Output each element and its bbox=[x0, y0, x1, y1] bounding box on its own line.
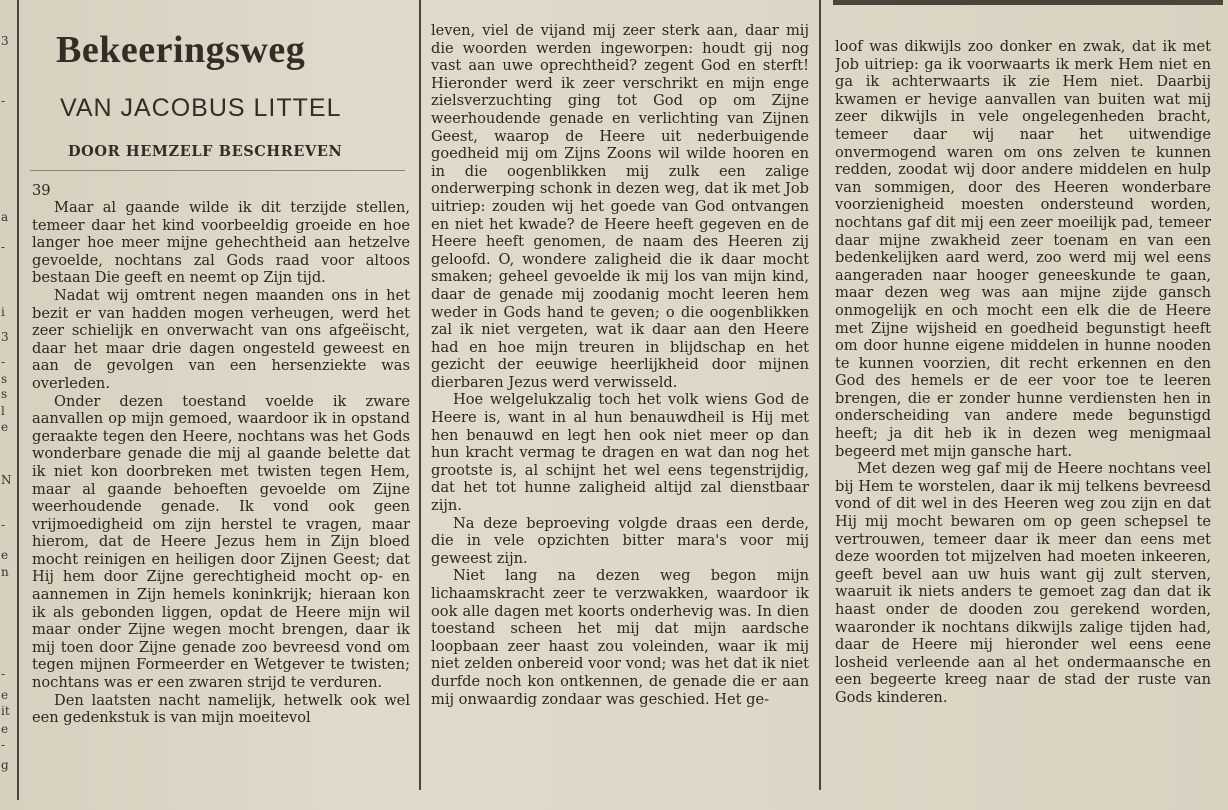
margin-scrap: l bbox=[1, 404, 5, 418]
margin-scrap: e bbox=[1, 688, 9, 702]
text-column-2 bbox=[431, 22, 809, 788]
margin-scrap: N bbox=[1, 473, 12, 487]
margin-scrap: - bbox=[1, 94, 6, 108]
paragraph: Hoe welgelukzalig toch het volk wiens God de Heere is, want in al hun benauwdheil is Hij met hen benauwd en legt hen ook niet meer op dan hun kracht vermag te dragen en wat dan nog het grootste is, al schijnt het wel eens tegenstrijdig, dat het tot hunne zaligheid altijd zal dienstbaar zijn. bbox=[431, 391, 809, 515]
margin-scrap: 3 bbox=[1, 34, 9, 48]
paragraph: Maar al gaande wilde ik dit terzijde stellen, temeer daar het kind voorbeeldig groeide en hoe langer hoe meer mijne gehechtheid aan hetzelve gevoelde, nochtans zal Gods raad voor altoos bestaan Die geeft en neemt op Zijn tijd. bbox=[32, 199, 410, 287]
article-subtitle: VAN JACOBUS LITTEL bbox=[60, 94, 342, 122]
margin-scrap: e bbox=[1, 420, 9, 434]
margin-scrap: - bbox=[1, 738, 6, 752]
column-rule-2 bbox=[819, 0, 821, 790]
header-rule bbox=[30, 170, 405, 171]
article-title: Bekeeringsweg bbox=[56, 29, 306, 71]
paragraph: Na deze beproeving volgde draas een derde, die in vele opzichten bitter mara's voor mij geweest zijn. bbox=[431, 514, 809, 567]
margin-scrap: it bbox=[1, 704, 10, 718]
column-rule-1 bbox=[419, 0, 421, 790]
margin-scrap: - bbox=[1, 518, 6, 532]
margin-scrap: - bbox=[1, 355, 6, 369]
paragraph: Niet lang na dezen weg begon mijn lichaamskracht zeer te verzwakken, waardoor ik ook alle dagen met koorts onderhevig was. In dien toestand scheen het mij dat mijn aardsche loopbaan zeer haast zou voleinden, waar ik mij niet zelden onbereid voor vond; was het dat ik niet durfde noch kon ontkennen, de genade die er aan mij onwaardig zondaar was geschied. Het ge- bbox=[431, 567, 809, 708]
paragraph: Met dezen weg gaf mij de Heere nochtans veel bij Hem te worstelen, daar ik mij telkens bevreesd vond of dit wel in des Heeren weg zou zijn en dat Hij mij mocht bewaren om op geen schepsel te vertrouwen, temeer daar ik meer dan eens met deze woorden tot mijzelven had moeten inkeeren, geeft bevel aan uw huis want gij zult sterven, waaruit ik niets anders te gemoet zag dan dat ik haast onder de dooden zou gerekend worden, waaronder ik nochtans dikwijls zalige tijden had, daar de Heere mij hieronder wel eens eene losheid verleende aan al het ondermaansche en een begeerte kreeg naar de stad der ruste van Gods kinderen. bbox=[835, 460, 1211, 706]
paragraph: Den laatsten nacht namelijk, hetwelk ook wel een gedenkstuk is van mijn moeitevol bbox=[32, 691, 410, 727]
margin-scrap: e bbox=[1, 548, 9, 562]
margin-scrap: s bbox=[1, 372, 8, 386]
article-byline: DOOR HEMZELF BESCHREVEN bbox=[68, 143, 343, 160]
margin-scrap: n bbox=[1, 565, 9, 579]
margin-scrap: a bbox=[1, 210, 9, 224]
text-column-1 bbox=[32, 199, 410, 789]
text-column-3 bbox=[835, 38, 1211, 788]
margin-scrap: g bbox=[1, 758, 9, 772]
page-number: 39 bbox=[32, 182, 51, 199]
column-rule-left bbox=[17, 0, 19, 800]
left-margin-scraps bbox=[0, 0, 18, 810]
paragraph: loof was dikwijls zoo donker en zwak, dat ik met Job uitriep: ga ik voorwaarts ik merk Hem niet en ga ik achterwaarts ik zie Hem niet. Daarbij kwamen er hevige aanvallen van buiten wat mij zeer dikwijls in vele ongelegenheden bracht, temeer daar wij naar het uitwendige onvermogend waren om ons zelven te kunnen redden, zoodat wij door andere middelen en hulp van sommigen, door des Heeren wonderbare voorzienigheid moesten ondersteund worden, nochtans gaf dit mij een zeer moeilijk pad, temeer daar mijne zwakheid zeer toenam en van een bedenkelijken aard werd, zoo werd mij wel eens aangeraden naar hooger geneeskunde te gaan, maar dezen weg was aan mijne zijde gansch onmogelijk en och mocht een elk die de Heere met Zijne wijsheid en goedheid begunstigt heeft om door hunne eigene middelen in hunne nooden te kunnen voorzien, dit recht erkennen en den God des hemels er de eer voor toe te leeren brengen, die er zonder hunne verdiensten hen in onderscheiding van andere mede begunstigd heeft; ja dit heb ik in dezen weg menigmaal begeerd met mijn gansche hart. bbox=[835, 38, 1211, 460]
column-top-rule bbox=[833, 0, 1223, 5]
paragraph: Nadat wij omtrent negen maanden ons in het bezit er van hadden mogen verheugen, werd het zeer schielijk en onverwacht van ons afgeëischt, daar het maar drie dagen ongesteld geweest en aan de gevolgen van een hersenziekte was overleden. bbox=[32, 286, 410, 392]
margin-scrap: e bbox=[1, 722, 9, 736]
margin-scrap: s bbox=[1, 387, 8, 401]
margin-scrap: - bbox=[1, 240, 6, 254]
margin-scrap: - bbox=[1, 667, 6, 681]
margin-scrap: i bbox=[1, 305, 5, 319]
paragraph: Onder dezen toestand voelde ik zware aanvallen op mijn gemoed, waardoor ik in opstand geraakte tegen den Heere, nochtans was het Gods wonderbare genade die mij al gaande belette dat ik niet kon doorbreken met twisten tegen Hem, maar al gaande behoeften gevoelde om Zijne weerhoudende genade. Ik vond ook geen vrijmoedigheid om zijn herstel te vragen, maar hierom, dat de Heere Jezus hem in Zijn bloed mocht reinigen en heiligen door Zijnen Geest; dat Hij hem door Zijne gerechtigheid mocht op- en aannemen in Zijn hemels koninkrijk; hieraan kon ik als gebonden liggen, opdat de Heere mijn wil maar onder Zijne wegen mocht brengen, daar ik mij toen door Zijne genade zoo bevreesd vond om tegen mijnen Formeerder en Wetgever te twisten; nochtans was er een zwaren strijd te verduren. bbox=[32, 392, 410, 692]
margin-scrap: 3 bbox=[1, 330, 9, 344]
paragraph: leven, viel de vijand mij zeer sterk aan, daar mij die woorden werden ingeworpen: houdt gij nog vast aan uwe oprechtheid? zegent God en sterft! Hieronder werd ik zeer verschrikt en mijn enge zielsverzuchting ging tot God op om Zijne weerhoudende genade en verlichting van Zijnen Geest, waarop de Heere uit nederbuigende goedheid mij om Zijns Zoons wil wilde hooren en in die oogenblikken mij zulk een zalige onderwerping schonk in dezen weg, dat ik met Job uitriep: zouden wij het goede van God ontvangen en niet het kwade? de Heere heeft gegeven en de Heere heeft genomen, de naam des Heeren zij geloofd. O, wondere zaligheid die ik daar mocht smaken; geheel gevoelde ik mij los van mijn kind, daar de genade mij zoodanig mocht leeren hem weder in Gods hand te geven; o die oogenblikken zal ik niet vergeten, wat ik daar aan den Heere had en hoe mijn treuren in blijdschap en het gezicht der eeuwige heerlijkheid door mijnen dierbaren Jezus werd verwisseld. bbox=[431, 22, 809, 391]
